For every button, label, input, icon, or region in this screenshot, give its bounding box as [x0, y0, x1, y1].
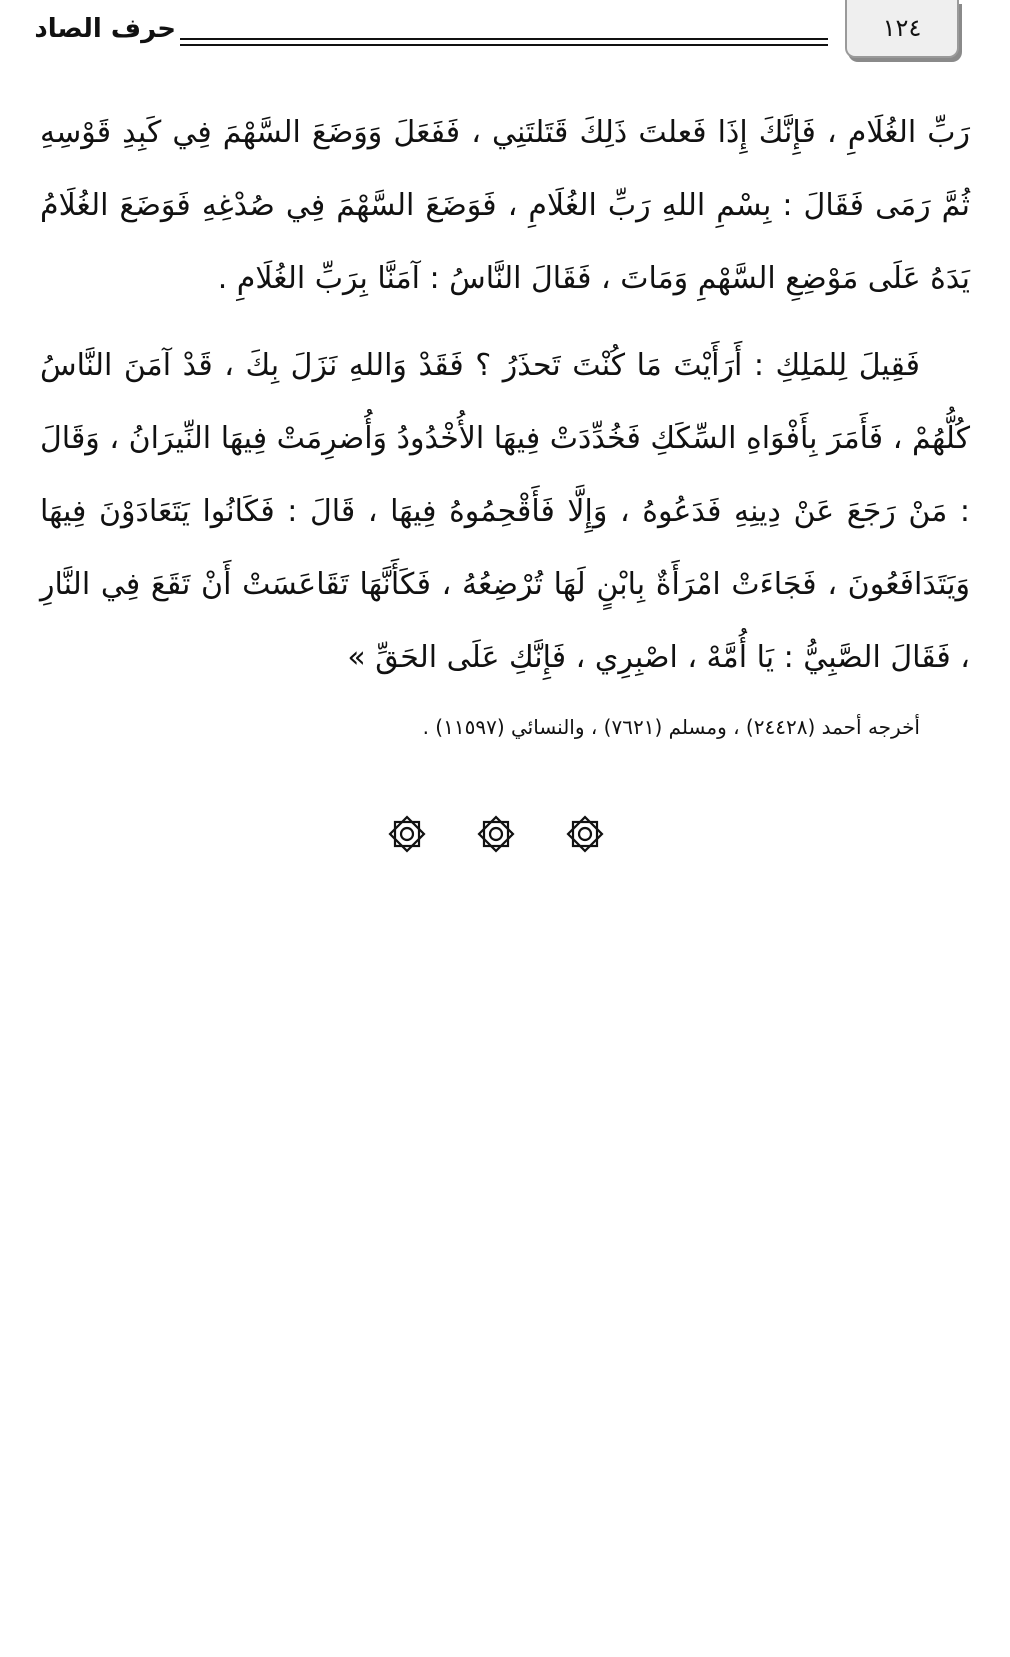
page-header	[0, 0, 1010, 70]
paragraph-gap	[40, 315, 970, 329]
header-rule-top	[180, 38, 828, 40]
eight-point-star-icon	[564, 813, 606, 855]
section-end-ornaments	[386, 812, 606, 856]
chapter-title: حرف الصاد	[34, 14, 176, 44]
eight-point-star-icon	[475, 813, 517, 855]
footnote-citation: أخرجه أحمد (٢٤٤٢٨) ، ومسلم (٧٦٢١) ، والنسائي (١١٥٩٧) .	[422, 715, 920, 739]
eight-point-star-icon	[386, 813, 428, 855]
body-text	[40, 96, 970, 694]
paragraph-2: فَقِيلَ لِلمَلِكِ : أَرَأَيْتَ مَا كُنْتَ تَحذَرُ ؟ فَقَدْ وَاللهِ نَزَلَ بِكَ ، قَدْ آمَنَ النَّاسُ كُلُّهُمْ ، فَأَمَرَ بِأَفْوَاهِ السِّكَكِ فَخُدِّدَتْ فِيهَا الأُخْدُودُ وَأُضرِمَتْ فِيهَا النِّيرَانُ ، وَقَالَ : مَنْ رَجَعَ عَنْ دِينِهِ فَدَعُوهُ ، وَإِلَّا فَأَقْحِمُوهُ فِيهَا ، قَالَ : فَكَانُوا يَتَعَادَوْنَ فِيهَا وَيَتَدَافَعُونَ ، فَجَاءَتْ امْرَأَةٌ بِابْنٍ لَهَا تُرْضِعُهُ ، فَكَأَنَّهَا تَقَاعَسَتْ أَنْ تَقَعَ فِي النَّارِ ، فَقَالَ الصَّبِيُّ : يَا أُمَّهْ ، اصْبِرِي ، فَإِنَّكِ عَلَى الحَقِّ »	[40, 348, 970, 675]
paragraph-1: رَبِّ الغُلَامِ ، فَإِنَّكَ إِذَا فَعلتَ ذَلِكَ قَتَلتَنِي ، فَفَعَلَ وَوَضَعَ السَّهْمَ فِي كَبِدِ قَوْسِهِ ثُمَّ رَمَى فَقَالَ : بِسْمِ اللهِ رَبِّ الغُلَامِ ، فَوَضَعَ السَّهْمَ فِي صُدْغِهِ فَوَضَعَ الغُلَامُ يَدَهُ عَلَى مَوْضِعِ السَّهْمِ وَمَاتَ ، فَقَالَ النَّاسُ : آمَنَّا بِرَبِّ الغُلَامِ .	[40, 115, 970, 296]
header-rule-bottom	[180, 44, 828, 46]
page-number: ١٢٤	[845, 0, 959, 58]
